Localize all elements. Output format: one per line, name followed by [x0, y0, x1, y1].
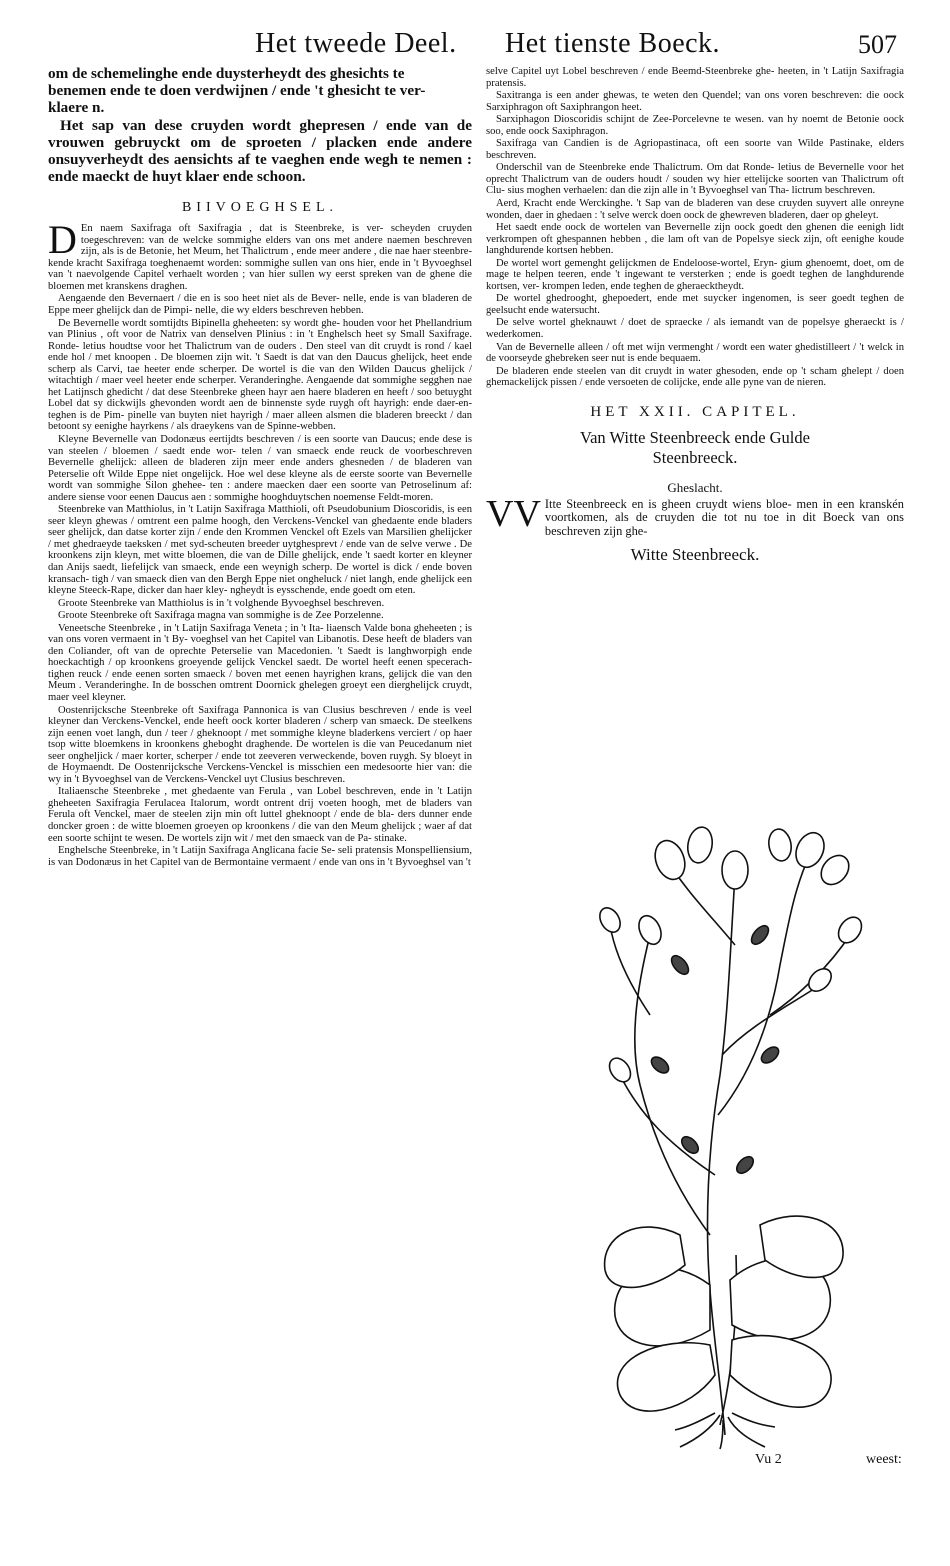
catchword: weest: [866, 1452, 902, 1467]
figure-caption: Witte Steenbreeck. [630, 544, 760, 564]
page-number: 507 [858, 30, 897, 59]
intro-paragraph: Het sap van dese cruyden wordt ghepresen / ende van de vrouwen gebruyckt om de sproeten / placken ende andere onsuyverheydt des aensichts af te vaeghen ende wegh te nemen : ende maeckt de huyt klaer ende schoon. [48, 117, 472, 185]
paragraph: Oostenrijcksche Steenbreke oft Saxifraga Pannonica is van Clusius beschreven / ende is veel kleyner dan Verckens-Venckel, ende heeft oock korter bladeren / scherp van smaeck. De steelkens zijn eenen voet langh, dun / teer / gheknoopt / met sommighe kleyne bladerkens verciert / op haer tsop witte bloemkens in kroonkens gheboght draghende. De wortelen is die van Peucedanum niet seer ongheljick / maer korter, scherper / ende tot zeeveren verweckende, boven ruygh. Sy bloeyt in de Hoymaendt. De Oostenrijcksche Verckens-Venckel is misschien een medesoorte hier van: die wy in 't Byvoeghsel van de Verckens-Venckel uyt Clusius beschreven. [48, 704, 472, 785]
drop-cap: D [48, 217, 77, 263]
signature-mark: Vu 2 [755, 1452, 782, 1467]
chapter-title-line: Van Witte Steenbreeck ende Gulde [580, 428, 810, 448]
paragraph: Sarxiphagon Dioscoridis schijnt de Zee-Porcelevne te wesen. van hy noemt de Betonie oock soo, ende oock Saxiphragon. [486, 114, 904, 137]
running-header-left: Het tweede Deel. [255, 28, 457, 59]
paragraph: De wortel wort gemenght gelijckmen de Endeloose-wortel, Eryn- gium ghenoemt, doet, om de mage te helpen teeren, ende 't ingewant te versterken ; ende is goedt teghen de langhdurende kortsen, ver- krompen leden, ende teghen de gheraecktheydt. [486, 257, 904, 292]
paragraph: Groote Steenbreke van Matthiolus is in 't volghende Byvoeghsel beschreven. [58, 597, 385, 609]
paragraph: Enghelsche Steenbreke, in 't Latijn Saxifraga Anglicana facie Se- seli pratensis Monspelliensium, is van Dodonæus in het Capitel van de Bermontaine vermaent / ende van ons in 't Byvoeghsel van 't [48, 845, 472, 868]
chapter-heading: HET XXII. CAPITEL. [590, 403, 800, 420]
right-column [486, 66, 904, 564]
plant-woodcut-illustration [560, 815, 890, 1450]
subsection-heading: Gheslacht. [667, 480, 723, 496]
chapter-title-line: Steenbreeck. [652, 448, 738, 468]
paragraph: Het saedt ende oock de wortelen van Bevernelle zijn oock goedt den ghenen die eenigh lidt verkrompen oft ghespannen hebben , die lam oft van de Popelsye sieck zijn, oft eenighe koude langhdurende kortsen hebben. [486, 222, 904, 257]
paragraph: Steenbreke van Matthiolus, in 't Latijn Saxifraga Matthioli, oft Pseudobunium Dioscoridis, is een seer kleyn ghewas / omtrent een palme hoogh, den Verckens-Venckel van ghedaente ende bladers seer ghelijck, dan datse korter zijn / ende den Krommen Venckel oft Ezels van Marsilien ghelijcker / met ghedraeyde taeksken / met syd-scheuten breeder uytghesprevt / ende van de selve verwe . De kroonkens zijn kleyn, met witte bloemen, die van de Dille ghelijck, ende 't saedt korter en kleyner dan Anijs saedt, liefelijck van smaeck, ende een weynigh scherp. De wortel is dick / ende boven kransach- tigh / van smaeck dien van den Bergh Eppe niet ongheluck / niet langh, ende ghelijck een kleyne Steeck-Rape, dicker dan haer kley- ngheydt is eysschende, ende goedt om eten. [48, 504, 472, 597]
drop-cap: VV [486, 492, 541, 535]
intro-line: klaere n. [48, 98, 105, 116]
intro-line: benemen ende te doen verdwijnen / ende 't ghesicht te ver- [48, 81, 426, 99]
running-header-right: Het tienste Boeck. [505, 28, 721, 59]
paragraph: Van de Bevernelle alleen / oft met wijn vermenght / wordt een water ghedistilleert / 't welck in de voorseyde ghebreken seer nut is ende bequaem. [486, 341, 904, 365]
left-column [48, 66, 472, 869]
intro-line: om de schemelinghe ende duysterheydt des ghesichts te [48, 65, 405, 82]
paragraph-text: En naem Saxifraga oft Saxifragia , dat is Steenbreke, is ver- scheyden cruyden toegeschreven: van de welcke sommighe elders van ons met andere naemen beschreven zijn, als is de Betonie, het Meum, het Thalictrum , ende meer andere , die nae haer steenbre- kende kracht Saxifraga toeghenaemt worden: sommighe sullen van ons hier, ende in 't Byvoeghsel van 't naevolgende Capitel verhaelt worden ; van hier sullen wy eerst spreken van de ghene die bloemen met kranskens draghen. [48, 223, 472, 292]
paragraph: selve Capitel uyt Lobel beschreven / ende Beemd-Steenbreke ghe- heeten, in 't Latijn Saxifragia pratensis. [486, 66, 904, 89]
paragraph: Kleyne Bevernelle van Dodonæus eertijdts beschreven / is een soorte van Daucus; ende dese is van steelen / bloemen / saedt ende wor- telen / van smaeck ende reuck de voorbeschreven Bevernelle ghelijck: alleen de bladeren zijn meer ende anders ghesneden / de bladeren van Peterselie oft Wilde Eppe niet ongelijck. Hoe wel dese kleyne als de eerste soorte van Bevernelle wordt van sommighe Silon ghehee- ten : andere maecken daer een soorte van Petroselinum af: andere siense voor eenen Daucus aen : sommighe hooghduytschen noemense Feldt-moren. [48, 433, 472, 503]
paragraph: Groote Steenbreke oft Saxifraga magna van sommighe is de Zee Porzelenne. [58, 610, 384, 622]
paragraph: De Bevernelle wordt somtijdts Bipinella gheheeten: sy wordt ghe- houden voor het Phellandrium van Plinius , oft voor de Natrix van denselven Plinius : in 't Enghelsch heet sy Small Saxifrage. Ronde- letius houdtse voor het Thalictrum van de ouders . Den steel van dit cruydt is rond / kael ende hol / met knoopen . De bloemen zijn wit. 't Saedt is dat van den Daucus ghelijck, heet ende scherp als Carvi, tae heeter ende scherper. De wortel is die van den Wilden Daucus ghelijck / witachtigh / maer veel heeter ende scherper. Veranderinghe. Aengaende dat sommighe segghen nae het Latijnsch ghedicht / dat dese Steenbreke gheen hayr aen haere bladeren en heeft / soo betuyght Lobel dat sy dickwijls ghevonden wordt aen de binnenste syde ruygh oft hayrigh: ende daer-en-teghen is de Pim- pinelle van buyten niet hayrigh / maer alleen alsmen die bladeren breeckt / dan betoont sy eenighe hayrkens / als draeykens van de Spinne-webben. [48, 317, 472, 433]
paragraph: Onderschil van de Steenbreke ende Thalictrum. Om dat Ronde- letius de Bevernelle voor het oprecht Thalictrum van de ouders houdt / souden wy hier ettelijcke soorten van Thalictrum oft Clu- sius moghen verhaelen: dan die zijn alle in 't Byvoeghsel van Tha- lictrum beschreven. [486, 162, 904, 197]
section-title: BIIVOEGHSEL. [181, 199, 339, 215]
chapter-intro-text: Itte Steenbreeck en is gheen cruydt wiens bloe- men in een kranskén voortkomen, als de cruyden die tot nu toe in dit Boeck van ons beschreven zijn ghe- [544, 496, 904, 539]
chapter-title [486, 428, 904, 468]
paragraph: Saxifraga van Candien is de Agriopastinaca, oft een soorte van Wilde Pastinake, elders beschreven. [486, 138, 904, 161]
paragraph: De wortel ghedrooght, ghepoedert, ende met suycker ingenomen, is seer goedt teghen de geelsucht ende watersucht. [486, 293, 904, 316]
paragraph: Saxitranga is een ander ghewas, te weten den Quendel; van ons voren beschreven: die oock Sarxiphragon oft Saxiphrangon heet. [486, 90, 904, 113]
paragraph: Aengaende den Bevernaert / die en is soo heet niet als de Bever- nelle, ende is van bladeren de Eppe meer ghelijck dan de Pimpi- nelle, die wy elders beschreven hebben. [48, 293, 472, 316]
paragraph: De bladeren ende steelen van dit cruydt in water ghesoden, ende op 't scham ghelept / doen ghemackelijck pissen / ende versoeten de colijcke, ende alle pyne van de nieren. [486, 365, 904, 389]
paragraph: Italiaensche Steenbreke , met ghedaente van Ferula , van Lobel beschreven, ende in 't Latijn gheheeten Saxifragia Ferulacea Italorum, wordt ontrent drij voeten hoogh, met de bladers van Ferula oft Venckel, maer de steelen zijn min oft luttel gheknoopt / ende de bla- ders dunner ende doncker groen : de witte bloemen groeyen op kroonkens / die van den Meum ghelijck ; waer af dat een soorte schijnt te wesen. De wortels zijn wit / met den smaeck van de Pa- stinake. [48, 786, 472, 844]
chapter-intro [486, 492, 904, 539]
paragraph: De selve wortel gheknauwt / doet de spraecke / als iemandt van de popelsye gheraeckt is / wederkomen. [486, 317, 904, 341]
left-intro [48, 66, 472, 186]
paragraph: Aerd, Kracht ende Werckinghe. 't Sap van de bladeren van dese cruyden suyvert alle onreyne wonden, daer in ghedaen : 't selve werck doen oock de ghewreven bladeren, daer op gheleyt. [486, 198, 904, 221]
paragraph [48, 217, 472, 292]
paragraph: Veneetsche Steenbreke , in 't Latijn Saxifraga Veneta ; in 't Ita- liaensch Valde bona gheheeten ; is van ons voren vermaent in 't By- voeghsel van het Capitel van Libanotis. Dese heeft de bladers van den Coliander, oft van de oprechte Peterselie van Macedonien. 't Saedt is langhworpigh ende hoeckachtigh / op kroonkens groeyende gelijck Venckel saedt. De wortel heeft eenen specerach- tighen reuck / ende eenen sorten smaeck / boven met eenen hayrighen krans, gelijck die van den Meum . Veranderinghe. In de bosschen omtrent Doornick ghelegen groeyt een dierghelijck cruydt, maer veel kleyner. [48, 622, 472, 703]
